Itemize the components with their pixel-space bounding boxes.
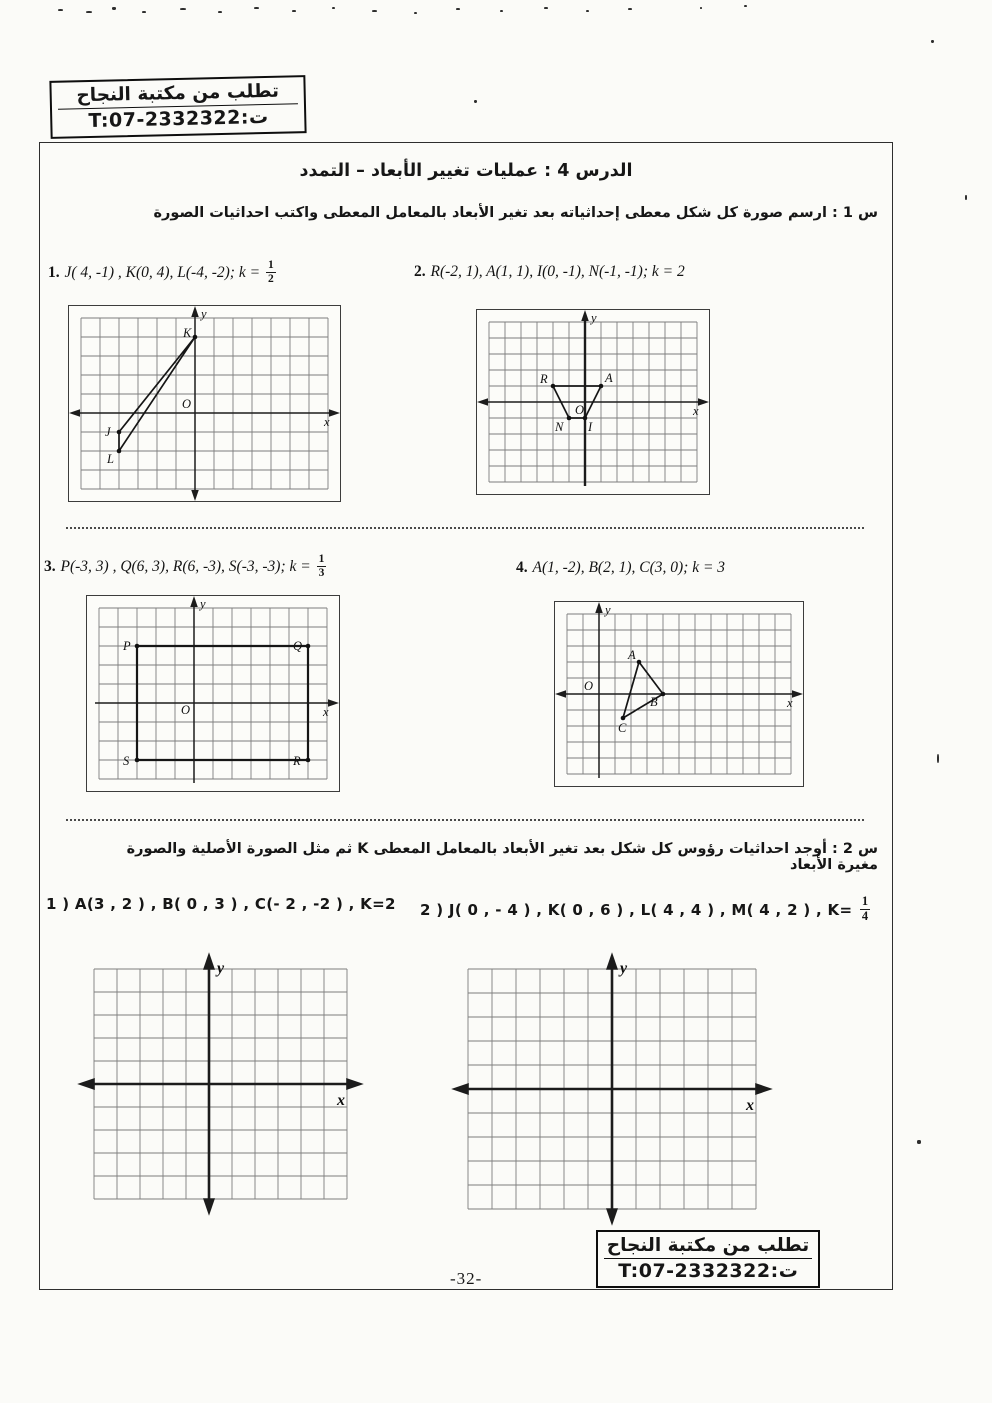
svg-text:x: x xyxy=(787,696,793,710)
svg-text:S: S xyxy=(123,754,130,768)
problem-4-k-value: 3 xyxy=(717,559,726,576)
blank-grid-q2-problem-1 xyxy=(74,949,367,1219)
problem-2-coords: R(-2, 1), A(1, 1), I(0, -1), N(-1, -1); xyxy=(430,263,649,280)
page-number: -32- xyxy=(450,1269,483,1288)
svg-text:O: O xyxy=(181,703,191,717)
q2-problem-2-text: 2 ) J( 0 , - 4 ) , K( 0 , 6 ) , L( 4 , 4 ) , M( 4 , 2 ) , xyxy=(420,901,823,920)
svg-text:N: N xyxy=(555,420,564,434)
svg-text:K: K xyxy=(183,326,192,340)
svg-text:O: O xyxy=(182,397,192,411)
svg-text:y: y xyxy=(620,960,628,977)
stamp-library-name: تطلب من مكتبة النجاح xyxy=(76,80,280,107)
question-1-heading: س 1 : ارسم صورة كل شكل معطى إحداثياته بعد تغير الأبعاد بالمعامل المعطى واكتب احداثيات الصورة xyxy=(153,205,878,221)
problem-1-coords: J( 4, -1) , K(0, 4), L(-4, -2); xyxy=(64,264,235,282)
svg-text:y: y xyxy=(605,603,611,617)
q2-problem-2-k-fraction: $\frac{1}{4}$ xyxy=(861,894,869,924)
svg-text:Q: Q xyxy=(293,639,303,653)
svg-text:P: P xyxy=(123,639,131,653)
library-stamp-top xyxy=(49,75,306,139)
svg-text:O: O xyxy=(584,679,594,693)
svg-text:R: R xyxy=(540,372,548,386)
svg-text:I: I xyxy=(588,420,593,434)
problem-2-k-value: 2 xyxy=(676,263,685,280)
problem-3-label xyxy=(44,553,326,579)
coordinate-grid-problem-3 xyxy=(86,595,340,792)
problem-3-k-label: k = xyxy=(289,558,311,576)
svg-text:O: O xyxy=(575,403,585,417)
svg-text:x: x xyxy=(323,705,329,719)
svg-text:x: x xyxy=(337,1092,345,1109)
q2-problem-2-label xyxy=(420,895,870,923)
lesson-title: الدرس 4 : عمليات تغيير الأبعاد – التمدد xyxy=(299,161,633,181)
svg-text:J: J xyxy=(105,425,111,439)
svg-text:L: L xyxy=(107,452,114,466)
dotted-separator-1 xyxy=(66,527,864,529)
problem-2-label xyxy=(414,263,685,281)
svg-text:A: A xyxy=(605,371,613,385)
problem-2-k-label: k = xyxy=(651,263,674,280)
problem-3-coords: P(-3, 3) , Q(6, 3), R(6, -3), S(-3, -3); xyxy=(60,558,286,576)
problem-3-index: 3. xyxy=(44,558,56,576)
problem-4-k-label: k = xyxy=(692,559,714,576)
svg-text:x: x xyxy=(746,1097,754,1114)
q2-problem-2-k-label: K= xyxy=(827,901,853,920)
question-2-heading: س 2 : أوجد احداثيات رؤوس كل شكل بعد تغير الأبعاد بالمعامل المعطى K ثم مثل الصورة الأصلية والصورة مغيرة الأبعاد xyxy=(126,841,878,873)
coordinate-grid-problem-1 xyxy=(68,305,341,502)
library-stamp-bottom xyxy=(596,1230,820,1288)
problem-4-index: 4. xyxy=(516,559,528,576)
stamp-library-name: تطلب من مكتبة النجاح xyxy=(606,1235,810,1256)
problem-1-k-label: k = xyxy=(238,264,261,282)
svg-text:A: A xyxy=(628,648,636,662)
coordinate-grid-problem-4 xyxy=(554,601,804,787)
problem-3-k-fraction: $\frac{1}{3}$ xyxy=(318,553,325,580)
q2-problem-1-label xyxy=(46,895,396,913)
svg-text:y: y xyxy=(217,960,225,977)
svg-text:x: x xyxy=(324,415,330,429)
worksheet-frame xyxy=(39,142,893,1290)
problem-4-coords: A(1, -2), B(2, 1), C(3, 0); xyxy=(532,559,689,576)
svg-text:y: y xyxy=(591,311,597,325)
dotted-separator-2 xyxy=(66,819,864,821)
svg-text:R: R xyxy=(293,754,301,768)
svg-text:C: C xyxy=(618,721,627,735)
svg-text:B: B xyxy=(650,695,658,709)
q2-problem-1-text: 1 ) A(3 , 2 ) , B( 0 , 3 ) , C(- 2 , -2 ) , K=2 xyxy=(46,895,396,913)
blank-grid-q2-problem-2 xyxy=(448,949,776,1229)
stamp-phone-number: T:07-2332322:ت xyxy=(604,1258,812,1282)
problem-4-label xyxy=(516,559,725,577)
svg-text:y: y xyxy=(200,597,206,611)
problem-1-label xyxy=(48,259,276,285)
svg-text:x: x xyxy=(693,404,699,418)
stamp-phone-number: T:07-2332322:ت xyxy=(58,103,298,132)
problem-1-index: 1. xyxy=(48,264,60,282)
svg-text:y: y xyxy=(201,307,207,321)
coordinate-grid-problem-2 xyxy=(476,309,710,495)
problem-1-k-fraction: $\frac{1}{2}$ xyxy=(267,259,274,286)
problem-2-index: 2. xyxy=(414,263,426,280)
